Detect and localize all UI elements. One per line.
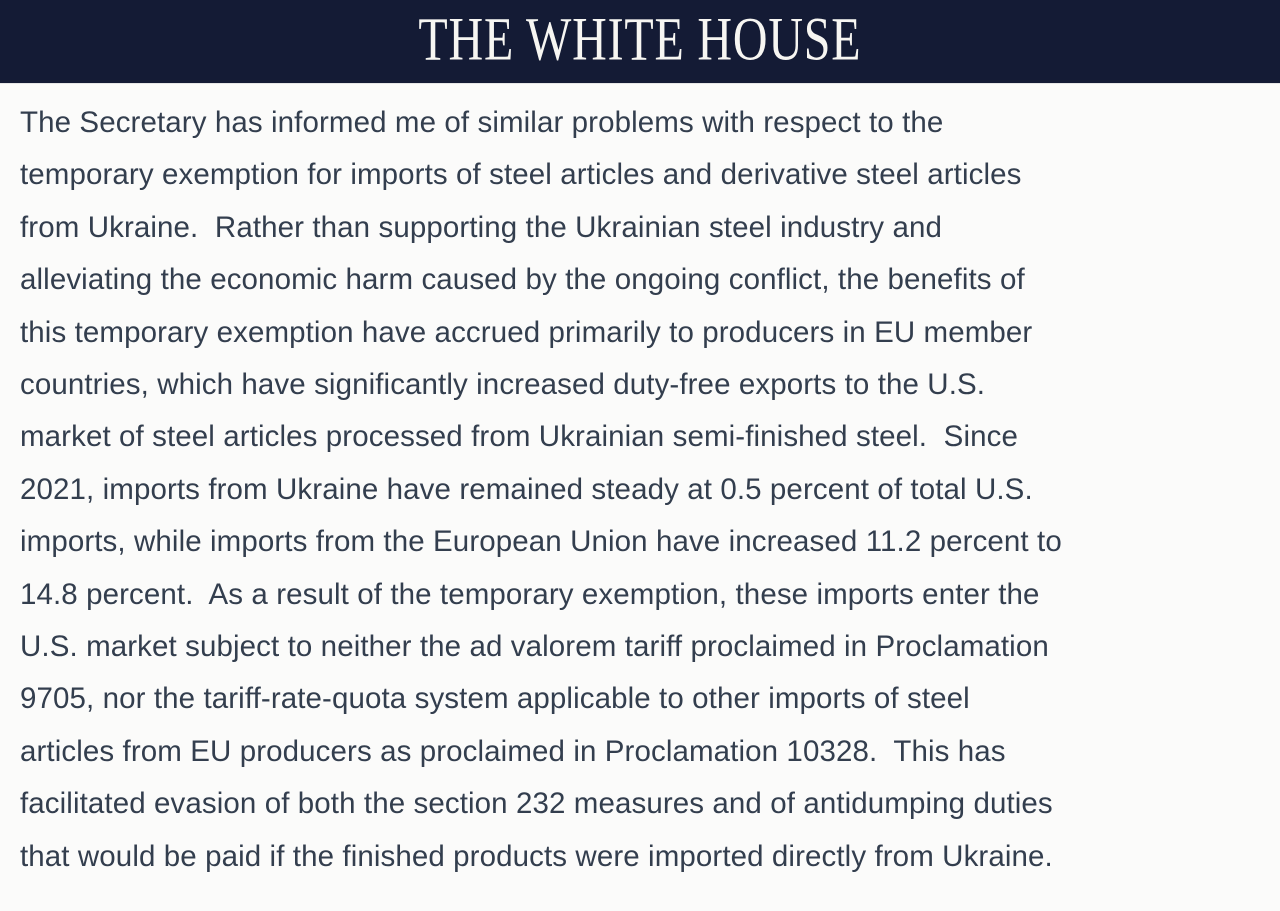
paragraph-line: that would be paid if the finished products were imported directly from Ukraine.	[20, 839, 1053, 873]
paragraph-line: market of steel articles processed from Ukrainian semi-finished steel. Since	[20, 420, 1018, 454]
masthead-banner	[0, 0, 1280, 84]
paragraph-line: U.S. market subject to neither the ad valorem tariff proclaimed in Proclamation	[20, 630, 1049, 664]
paragraph-line: temporary exemption for imports of steel articles and derivative steel articles	[20, 158, 1022, 192]
paragraph-line: articles from EU producers as proclaimed in Proclamation 10328. This has	[20, 734, 1006, 768]
paragraph-line: 14.8 percent. As a result of the temporary exemption, these imports enter the	[20, 577, 1040, 611]
paragraph-line: this temporary exemption have accrued primarily to producers in EU member	[20, 315, 1033, 349]
paragraph-line: 2021, imports from Ukraine have remained steady at 0.5 percent of total U.S.	[20, 472, 1033, 506]
document-body	[0, 84, 1280, 883]
paragraph-line: The Secretary has informed me of similar problems with respect to the	[20, 106, 944, 139]
paragraph-line: facilitated evasion of both the section 232 measures and of antidumping duties	[20, 787, 1053, 821]
paragraph-line: from Ukraine. Rather than supporting the Ukrainian steel industry and	[20, 210, 942, 244]
paragraph-line: alleviating the economic harm caused by the ongoing conflict, the benefits of	[20, 263, 1025, 297]
white-house-title[interactable]: THE WHITE HOUSE	[418, 4, 862, 73]
paragraph-line: 9705, nor the tariff-rate-quota system applicable to other imports of steel	[20, 682, 970, 716]
paragraph-line: countries, which have significantly increased duty-free exports to the U.S.	[20, 368, 986, 402]
paragraph-line: imports, while imports from the European Union have increased 11.2 percent to	[20, 525, 1062, 559]
